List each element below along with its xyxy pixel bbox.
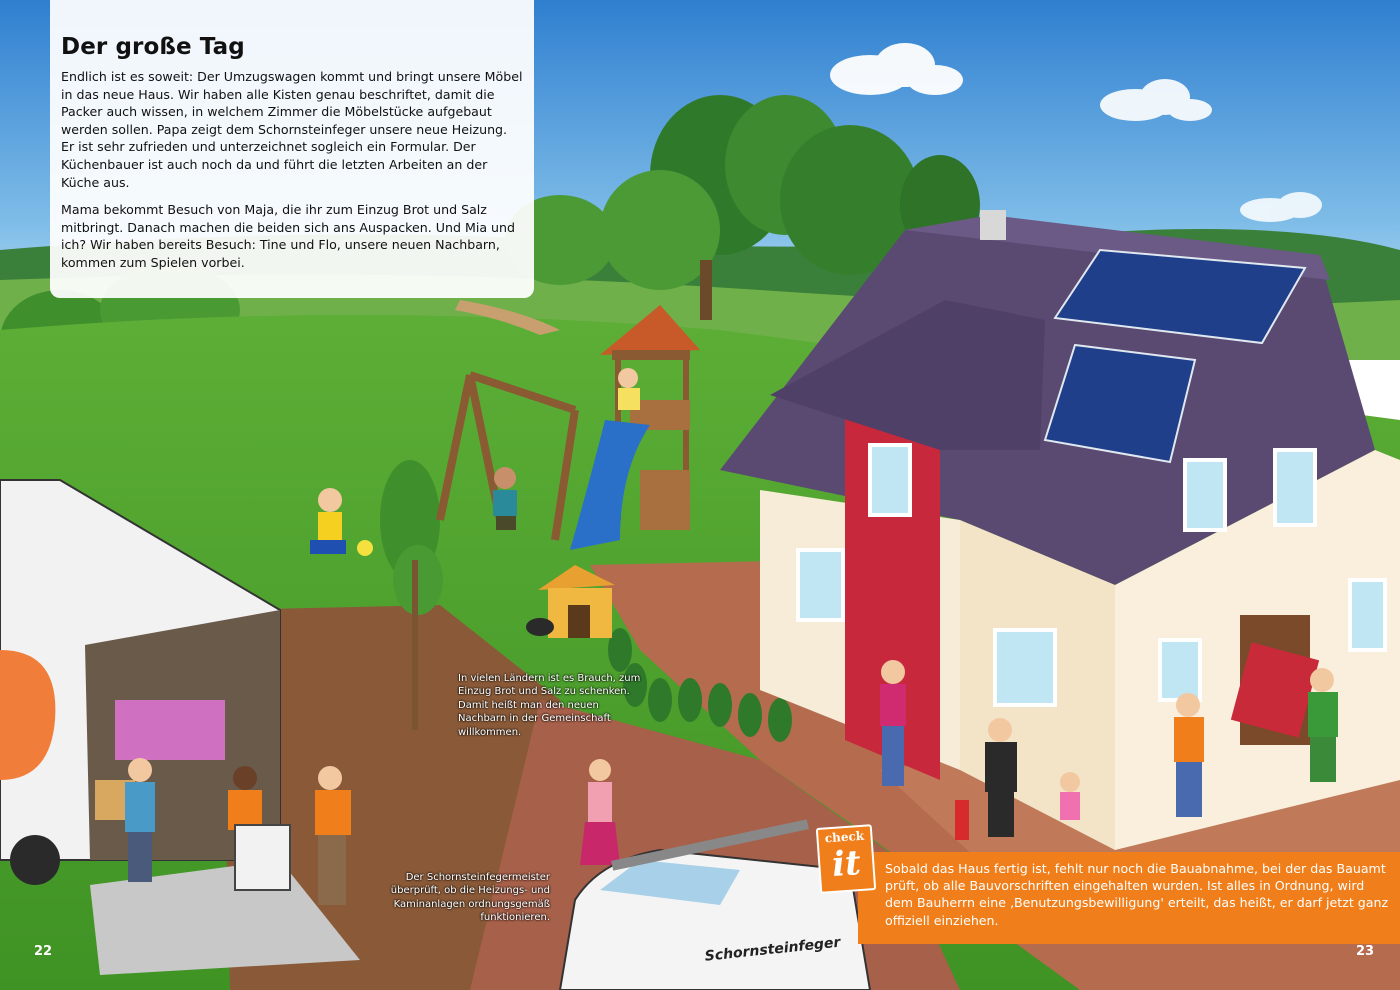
check-it-badge-top: check: [824, 828, 865, 846]
child-figure: [493, 467, 517, 530]
washing-machine: [235, 825, 290, 890]
page-number-left: 22: [34, 944, 53, 959]
intro-paragraph: Mama bekommt Besuch von Maja, die ihr zum Einzug Brot und Salz mitbringt. Danach machen die beiden sich ans Auspacken. Und Mia und ich? Wir haben bereits Besuch: Tine und Flo, unsere neuen Nachbarn, kommen zum Spielen vorbei.: [61, 202, 516, 270]
caption-chimney-sweep: Der Schornsteinfegermeister überprüft, ob die Heizungs- und Kaminanlagen ordnungsgemäß funktionieren.: [390, 872, 550, 924]
chimney: [980, 210, 1006, 240]
page-number-right: 23: [1356, 944, 1375, 959]
check-it-info-box: [858, 852, 1400, 944]
ball: [357, 540, 373, 556]
story-text-box: [50, 0, 534, 298]
check-it-badge: [816, 824, 876, 894]
page-title: Der große Tag: [61, 34, 245, 60]
caption-bread-salt: In vielen Ländern ist es Brauch, zum Einzug Brot und Salz zu schenken. Damit heißt man den neuen Nachbarn in der Gemeinschaft willkommen.: [458, 673, 641, 738]
check-it-badge-bottom: it: [830, 843, 863, 885]
child-figure: [618, 368, 640, 410]
fire-extinguisher: [955, 800, 969, 840]
van-label: Schornsteinfeger: [704, 934, 842, 965]
check-it-text: Sobald das Haus fertig ist, fehlt nur noch die Bauabnahme, bei der das Bauamt prüft, ob alle Bauvorschriften eingehalten wurden. Ist alles in Ordnung, wird dem Bauherrn eine ‚Benutzungsbewilligung' erteilt, das heißt, er darf jetzt ganz offiziell einziehen.: [885, 861, 1389, 928]
mother-figure: [880, 660, 906, 786]
child-figure: [1060, 772, 1080, 820]
intro-paragraph: Endlich ist es soweit: Der Umzugswagen kommt und bringt unsere Möbel in das neue Haus. Wir haben alle Kisten genau beschriftet, damit die Packer auch wissen, in welchem Zimmer die Möbelstücke aufgebaut werden sollen. Papa zeigt dem Schornsteinfeger unsere neue Heizung. Er ist sehr zufrieden und unterzeichnet sogleich ein Formular. Der Küchenbauer ist auch noch da und führt die letzten Arbeiten an der Küche aus.: [61, 69, 523, 190]
